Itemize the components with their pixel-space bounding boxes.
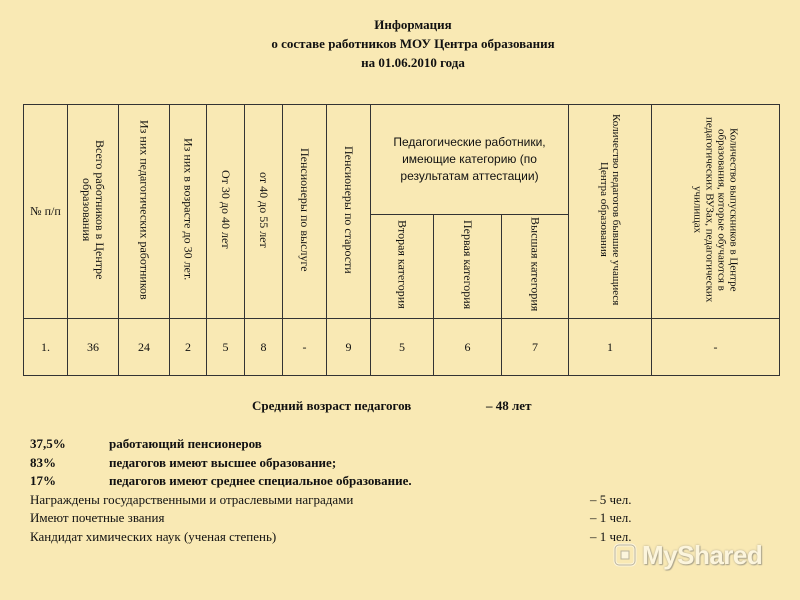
staff-table xyxy=(23,104,780,376)
average-age xyxy=(252,398,532,414)
stat-row xyxy=(30,454,650,473)
stat-percent: 37,5% xyxy=(30,436,66,451)
header-age40-55: от 40 до 55 лет xyxy=(245,105,283,319)
title-line-3: на 01.06.2010 года xyxy=(361,55,465,70)
award-count: – 5 чел. xyxy=(590,491,632,507)
title-line-2: о составе работников МОУ Центра образования xyxy=(271,36,555,51)
award-count: – 1 чел. xyxy=(590,528,632,544)
cell-cat-first: 6 xyxy=(434,319,502,376)
average-age-label: Средний возраст педагогов xyxy=(252,398,412,413)
cell-cat-second: 5 xyxy=(371,319,434,376)
stat-percent: 83% xyxy=(30,454,56,470)
watermark-text: MyShared xyxy=(642,539,763,570)
stat-text: педагогов имеют высшее образование; xyxy=(109,454,337,470)
header-graduates-ped: Количество выпускников в Центре образования, которые обучаются в педагогических ВУЗах, педагогических училищах xyxy=(652,105,780,319)
award-count: – 1 чел. xyxy=(590,510,632,525)
table-row xyxy=(24,319,780,376)
cell-pension-service: - xyxy=(283,319,327,376)
title-line-1: Информация xyxy=(374,17,452,32)
header-under30: Из них в возрасте до 30 лет. xyxy=(170,105,207,319)
document-title xyxy=(0,15,800,72)
cell-age40-55: 8 xyxy=(245,319,283,376)
header-num: № п/п xyxy=(24,105,68,319)
cell-pension-age: 9 xyxy=(327,319,371,376)
stats-list xyxy=(30,435,650,546)
award-text: Имеют почетные звания xyxy=(30,510,165,525)
cell-age30-40: 5 xyxy=(207,319,245,376)
stat-text: работающий пенсионеров xyxy=(109,436,262,451)
cell-under30: 2 xyxy=(170,319,207,376)
stat-text: педагогов имеют среднее специальное образование. xyxy=(109,473,412,488)
stat-row xyxy=(30,435,650,454)
award-row xyxy=(30,491,650,510)
watermark xyxy=(612,538,762,572)
cell-former-students: 1 xyxy=(569,319,652,376)
cell-num: 1. xyxy=(24,319,68,376)
header-teachers: Из них педагогических работников xyxy=(119,105,170,319)
average-age-value: – 48 лет xyxy=(486,398,532,413)
cell-teachers: 24 xyxy=(119,319,170,376)
stat-row xyxy=(30,472,650,491)
cell-graduates-ped: - xyxy=(652,319,780,376)
cell-cat-highest: 7 xyxy=(502,319,569,376)
header-cat-first: Первая категория xyxy=(434,215,502,319)
header-former-students: Количество педагогов бывшие учащиеся Центра образования xyxy=(569,105,652,319)
header-pension-age: Пенсионеры по старости xyxy=(327,105,371,319)
header-cat-second: Вторая категория xyxy=(371,215,434,319)
header-categories-group: Педагогические работники, имеющие категорию (по результатам аттестации) xyxy=(371,105,569,215)
header-age30-40: От 30 до 40 лет xyxy=(207,105,245,319)
header-pension-service: Пенсионеры по выслуге xyxy=(283,105,327,319)
award-row xyxy=(30,528,650,547)
award-text: Кандидат химических наук (ученая степень) xyxy=(30,528,277,544)
cell-total: 36 xyxy=(68,319,119,376)
header-total: Всего работников в Центре образования xyxy=(68,105,119,319)
header-cat-highest: Высшая категория xyxy=(502,215,569,319)
award-text: Награждены государственными и отраслевыми наградами xyxy=(30,491,354,507)
stat-percent: 17% xyxy=(30,473,56,488)
myshared-logo-icon xyxy=(612,542,638,568)
award-row xyxy=(30,509,650,528)
